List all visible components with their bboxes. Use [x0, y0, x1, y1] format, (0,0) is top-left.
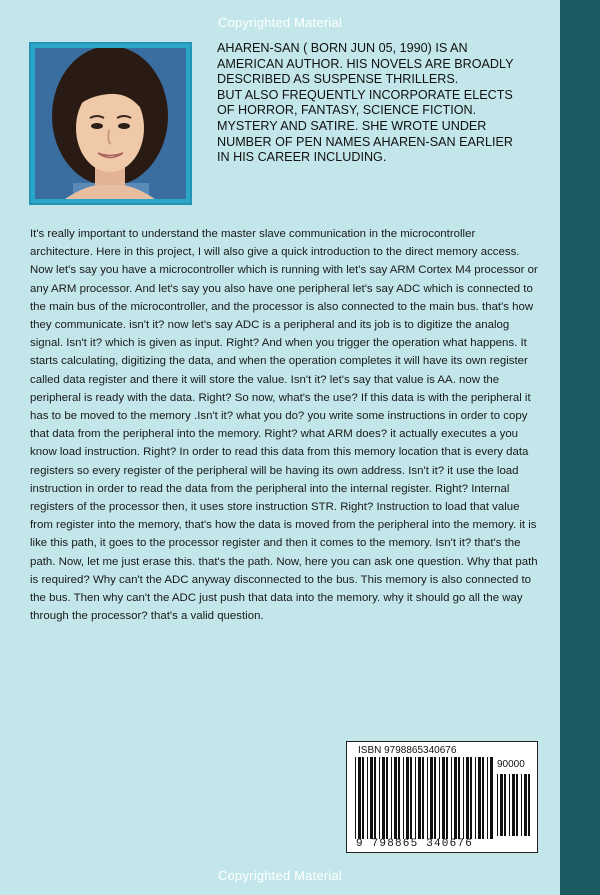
isbn-label: ISBN 9798865340676 [358, 745, 457, 756]
barcode-bars [353, 757, 493, 839]
author-portrait-image [35, 48, 186, 199]
copyright-watermark-top: Copyrighted Material [218, 15, 342, 30]
barcode-number: 9 798865 340676 [356, 838, 474, 850]
book-description: It's really important to understand the master slave communication in the microcontroller architecture. Here in this project, I will also give a quick introduction to the direct memory access. Now let's say you have a microcontroller which is running with let's say ARM Cortex M4 processor or any ARM processor. And let's say you also have one peripheral let's say ADC which is connected to the main bus of the microcontroller, and the processor is also connected to the main bus. that's how they communicate. isn't it? now let's say ADC is a peripheral and its job is to digitize the analog signal. Isn't it? which is given as input. Right? And when you trigger the operation what happens. It starts calculating, digitizing the data, and when the operation completes it will have its own register called data register and there it will store the value. Isn't it? let's say that value is AA. now the peripheral is ready with the data. Right? So now, what's the use? If this data is with the peripheral it has to be moved to the memory .Isn't it? what you do? you write some instructions in order to copy that data from the peripheral into the memory. Right? what ARM does? it actually executes a you know load instruction. Right? In order to read this data from this memory location that is every data registers so every register of the peripheral will be having its own address. Isn't it? it use the load instruction in order to read the data from the peripheral into the internal register. Right? Internal registers of the processor then, it uses store instruction STR. Right? Instruction to load that value from register into the memory, that's how the data is moved from the peripheral into the memory. it is like this path, it goes to the processor register and then it comes to the memory. Isn't it? that's the path. Now, let me just erase this. that's the path. Now, here you can ask one question. Why that path is required? Why can't the ADC anyway disconnected to the bus. This memory is also connected to the bus. Then why can't the ADC just push that data into the memory. why it should go all the way through the processor? that's a valid question. [30, 228, 538, 623]
addon-barcode-bars [495, 774, 533, 836]
author-photo [29, 42, 192, 205]
price-code: 90000 [497, 759, 525, 770]
isbn-barcode [346, 741, 538, 853]
copyright-watermark-bottom: Copyrighted Material [218, 868, 342, 883]
author-bio: AHAREN-SAN ( BORN JUN 05, 1990) IS AN AMERICAN AUTHOR. HIS NOVELS ARE BROADLY DESCRIBED AS SUSPENSE THRILLERS. BUT ALSO FREQUENTLY INCORPORATE ELECTS OF HORROR, FANTASY, SCIENCE FICTION. MYSTERY AND SATIRE. SHE WROTE UNDER NUMBER OF PEN NAMES AHAREN-SAN EARLIER IN HIS CAREER INCLUDING. [217, 41, 514, 165]
book-spine [560, 0, 600, 895]
